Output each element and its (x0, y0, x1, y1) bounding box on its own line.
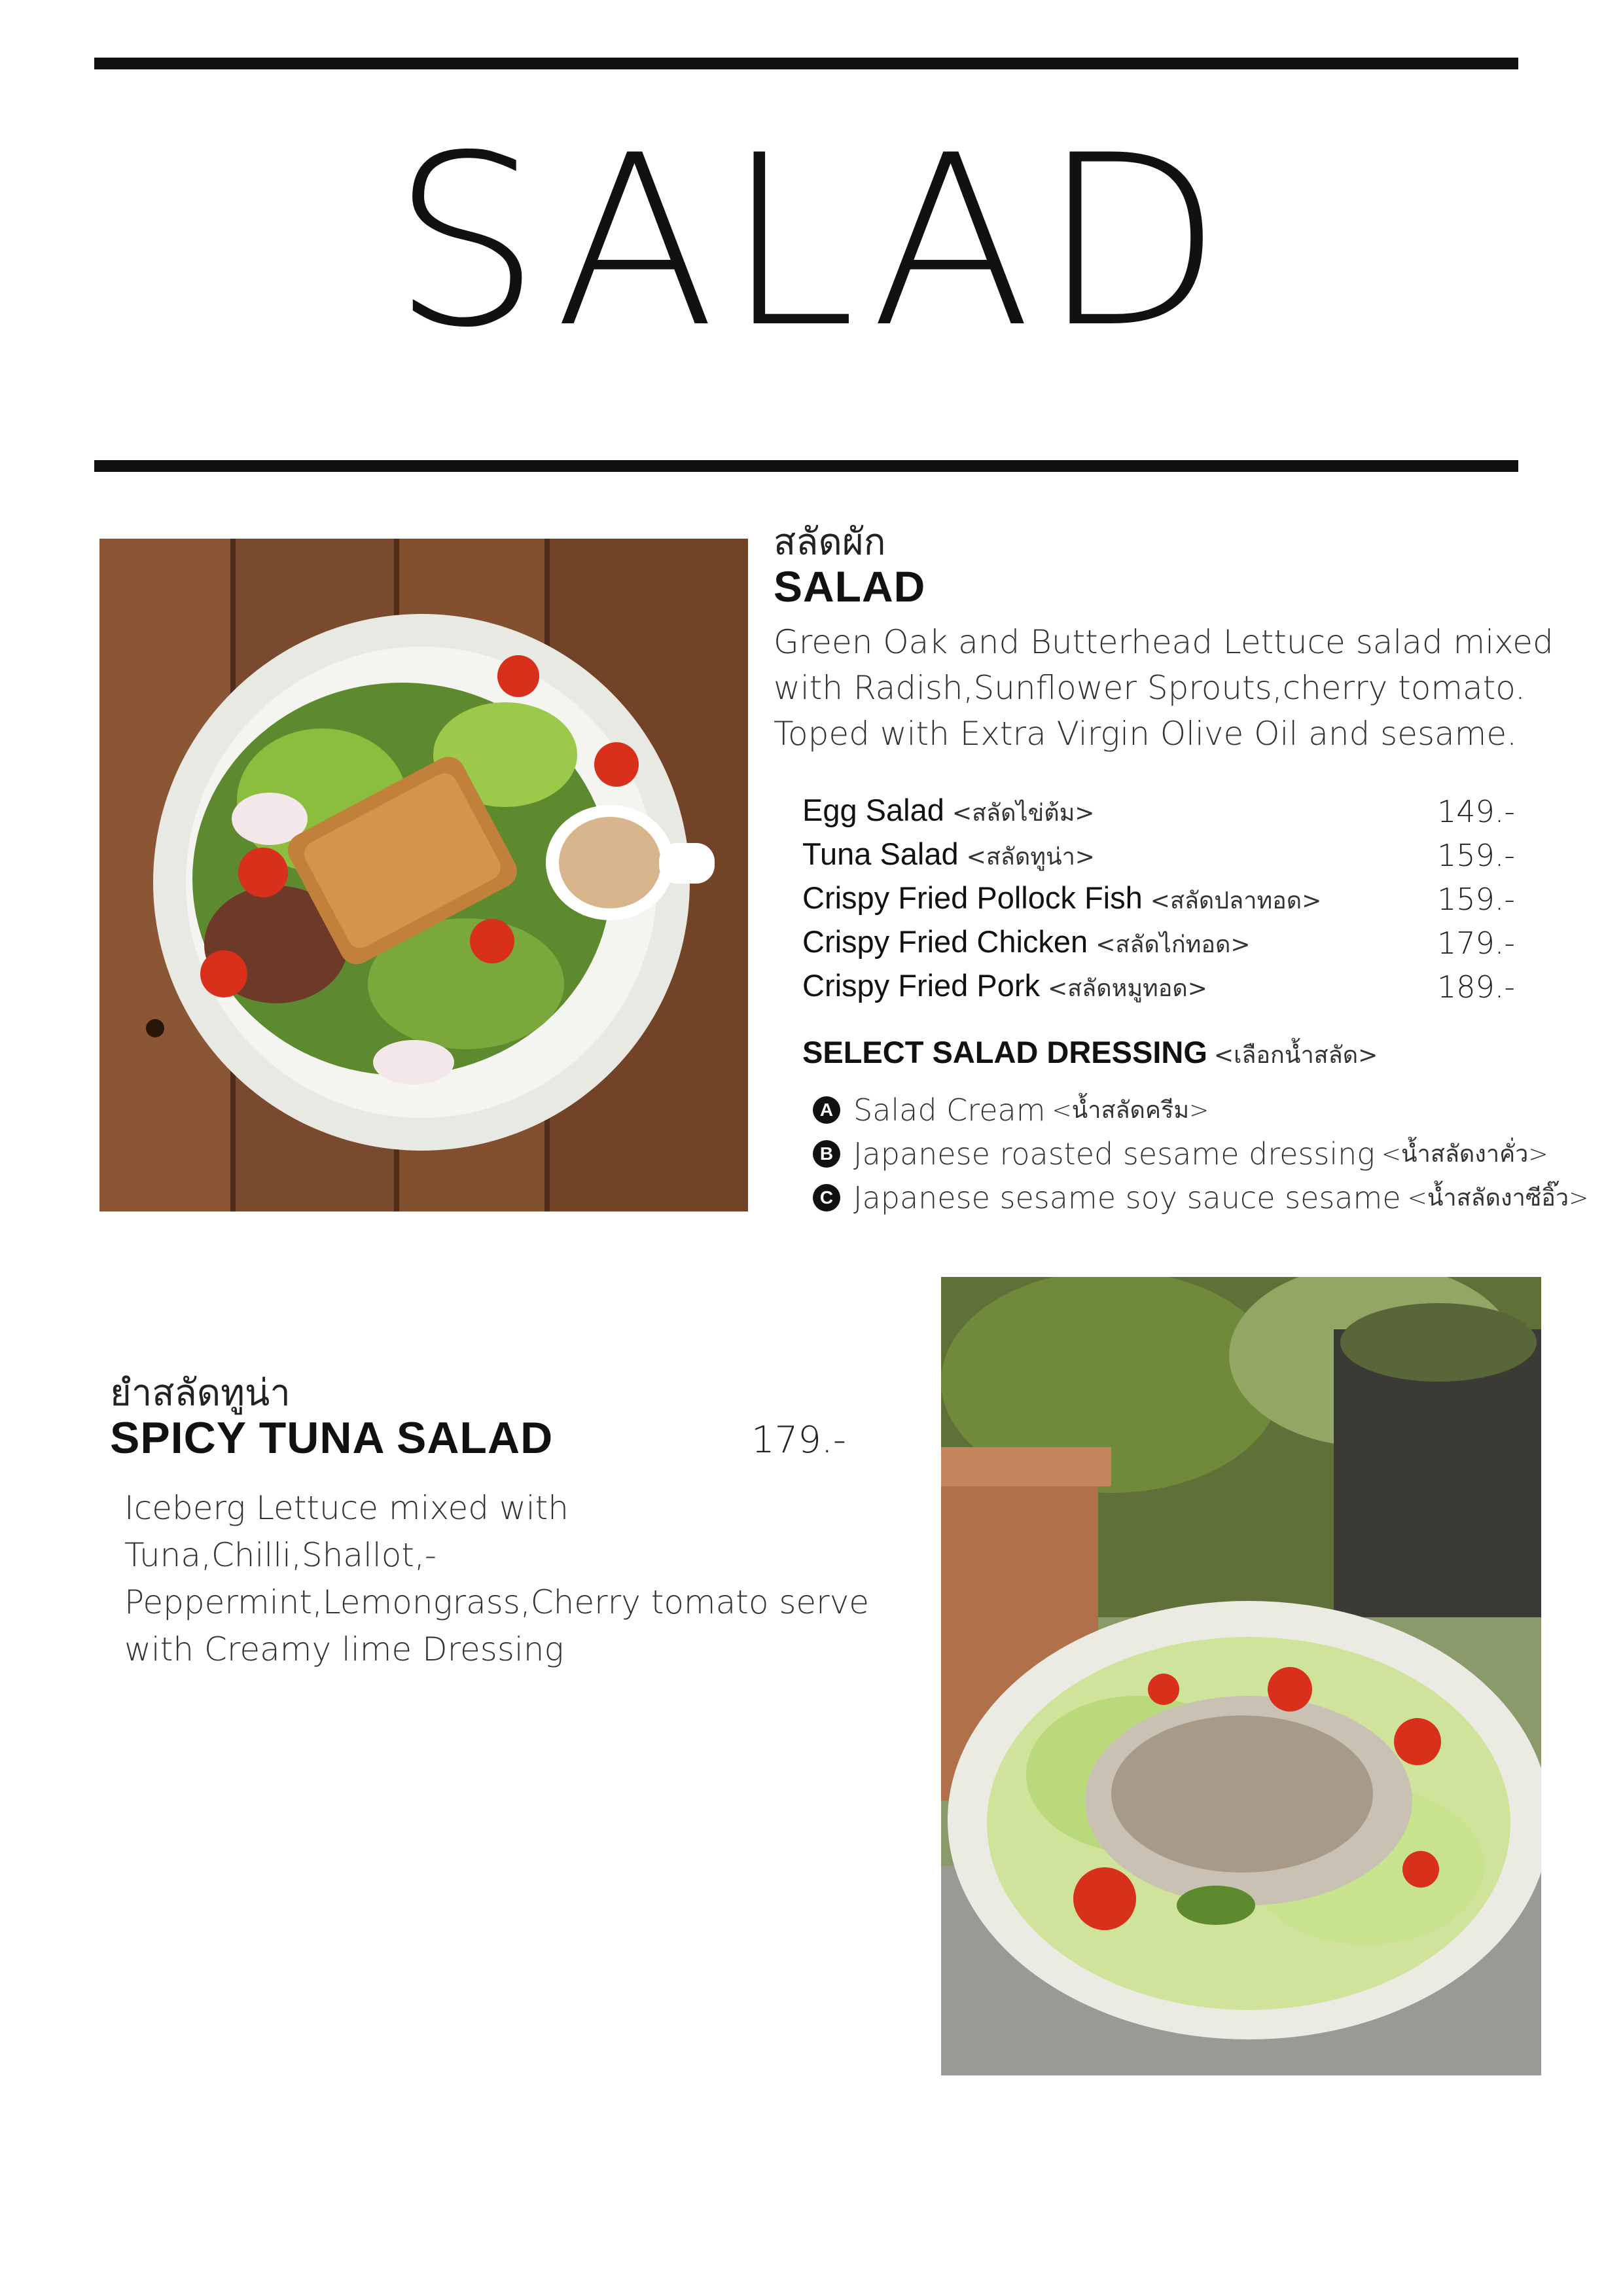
menu-item-name: Crispy Fried Pollock Fish (802, 880, 1143, 915)
dressing-name: Japanese sesame soy sauce sesame (853, 1179, 1401, 1215)
menu-item-name: Tuna Salad (802, 836, 959, 871)
menu-item-tuna-salad (802, 833, 1522, 877)
dressing-heading (802, 1034, 1378, 1073)
tuna-title: SPICY TUNA SALAD (110, 1412, 554, 1463)
dressing-option-c (813, 1175, 1598, 1219)
menu-item-thai: <สลัดหมูทอด> (1048, 975, 1207, 1002)
bottom-rule (94, 460, 1518, 472)
page-title: SALAD (391, 105, 1232, 379)
tuna-description-line: Iceberg Lettuce mixed with Tuna,Chilli,Shallot,- (124, 1489, 569, 1574)
menu-item-fried-pork (802, 965, 1522, 1009)
salad-description-line: with Radish,Sunflower Sprouts,cherry tomato. (774, 669, 1525, 708)
salad-section-heading (774, 522, 1572, 757)
option-badge-a: A (813, 1096, 840, 1124)
tuna-thai-title: ยำสลัดทูน่า (110, 1372, 291, 1414)
option-badge-c: C (813, 1184, 840, 1211)
salad-photo (99, 539, 748, 1211)
salad-thai-title: สลัดผัก (774, 521, 886, 564)
tuna-salad-photo (941, 1277, 1541, 2075)
dressing-thai: <น้ำสลัดงาคั่ว> (1381, 1141, 1548, 1168)
tuna-description-line: Peppermint,Lemongrass,Cherry tomato serve (124, 1583, 870, 1621)
dressing-option-b (813, 1132, 1598, 1175)
menu-item-thai: <สลัดปลาทอด> (1150, 887, 1322, 914)
menu-item-price: 149.- (1437, 793, 1516, 829)
dressing-thai: <น้ำสลัดงาซีอิ๊ว> (1407, 1185, 1589, 1211)
menu-item-egg-salad (802, 789, 1522, 833)
tuna-price: 179.- (751, 1419, 846, 1462)
menu-item-thai: <สลัดไข่ต้ม> (952, 799, 1095, 827)
menu-item-thai: <สลัดทูน่า> (966, 843, 1095, 870)
option-badge-b: B (813, 1140, 840, 1168)
menu-item-name: Crispy Fried Chicken (802, 924, 1088, 959)
salad-description-line: Toped with Extra Virgin Olive Oil and sesame. (774, 715, 1518, 753)
menu-item-thai: <สลัดไก่ทอด> (1096, 931, 1251, 958)
salad-description (774, 619, 1572, 757)
salad-item-list (802, 789, 1522, 1009)
menu-item-pollock-fish (802, 877, 1522, 921)
tuna-description (124, 1484, 877, 1673)
dressing-options (813, 1088, 1598, 1219)
dressing-name: Salad Cream (853, 1092, 1046, 1128)
menu-item-price: 159.- (1437, 881, 1516, 917)
menu-item-price: 179.- (1437, 925, 1516, 961)
dressing-name: Japanese roasted sesame dressing (853, 1136, 1375, 1172)
menu-item-price: 159.- (1437, 837, 1516, 873)
tuna-description-line: with Creamy lime Dressing (124, 1630, 564, 1668)
dressing-thai: <น้ำสลัดครีม> (1052, 1097, 1209, 1124)
dressing-title-thai: <เลือกน้ำสลัด> (1213, 1042, 1378, 1069)
top-rule (94, 58, 1518, 69)
menu-item-fried-chicken (802, 921, 1522, 965)
salad-description-line: Green Oak and Butterhead Lettuce salad mixed (774, 623, 1554, 662)
dressing-option-a (813, 1088, 1598, 1132)
menu-item-price: 189.- (1437, 969, 1516, 1005)
menu-item-name: Egg Salad (802, 792, 944, 827)
menu-item-name: Crispy Fried Pork (802, 967, 1041, 1003)
salad-title: SALAD (774, 562, 926, 611)
tuna-section-heading (110, 1373, 863, 1462)
dressing-title: SELECT SALAD DRESSING (802, 1035, 1207, 1069)
